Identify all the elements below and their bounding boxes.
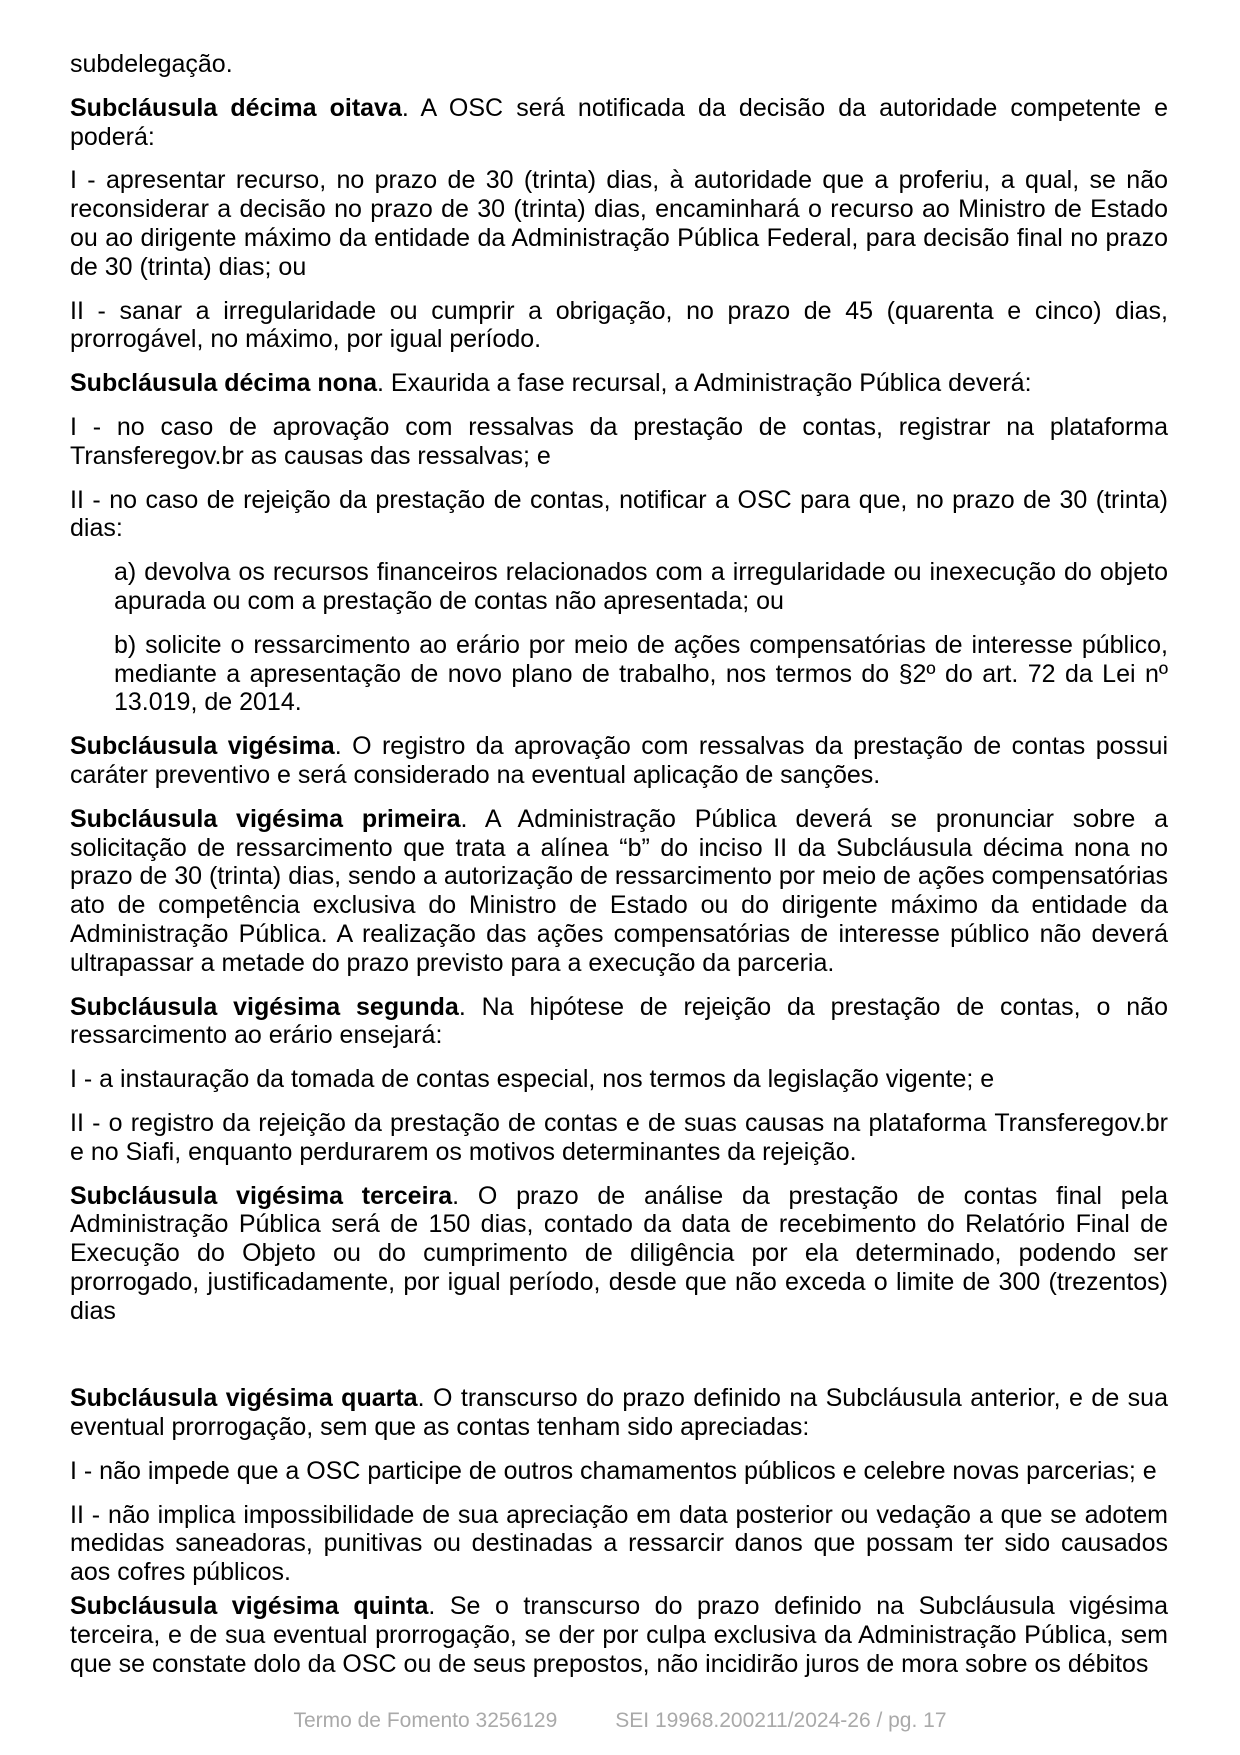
- page-footer: [0, 1708, 1240, 1734]
- clause-title: Subcláusula vigésima quarta: [70, 1384, 418, 1413]
- clause-paragraph: Subcláusula vigésima terceira. O prazo de análise da prestação de contas final pela Administração Pública será de 150 dias, contado da data de recebimento do Relatório Final de Execução do Objeto ou do cumprimento de diligência por ela determinado, podendo ser prorrogado, justificadamente, por igual período, desde que não exceda o limite de 300 (trezentos) dias: [70, 1181, 1168, 1325]
- clause-paragraph: Subcláusula vigésima. O registro da aprovação com ressalvas da prestação de contas possui caráter preventivo e será considerado na eventual aplicação de sanções.: [70, 732, 1168, 789]
- clause-title: Subcláusula vigésima quinta: [70, 1592, 429, 1621]
- clause-title: Subcláusula vigésima terceira: [70, 1181, 453, 1210]
- clause-title: Subcláusula vigésima segunda: [70, 992, 459, 1021]
- clause-title: Subcláusula vigésima primeira: [70, 804, 461, 833]
- paragraph: subdelegação.: [70, 50, 233, 78]
- clause-paragraph: Subcláusula vigésima quarta. O transcurso do prazo definido na Subcláusula anterior, e de sua eventual prorrogação, sem que as contas tenham sido apreciadas:: [70, 1384, 1168, 1442]
- clause-title: Subcláusula décima oitava: [70, 93, 402, 122]
- clause-paragraph: Subcláusula décima nona. Exaurida a fase recursal, a Administração Pública deverá:: [70, 369, 1032, 398]
- paragraph: I - não impede que a OSC participe de outros chamamentos públicos e celebre novas parcerias; e: [70, 1456, 1157, 1485]
- footer-sei-label: SEI 19968.200211/2024-26 / pg. 17: [615, 1709, 947, 1732]
- paragraph: II - o registro da rejeição da prestação de contas e de suas causas na plataforma Transferegov.br e no Siafi, enquanto perdurarem os motivos determinantes da rejeição.: [70, 1108, 1168, 1166]
- paragraph: II - não implica impossibilidade de sua apreciação em data posterior ou vedação a que se adotem medidas saneadoras, punitivas ou destinadas a ressarcir danos que possam ter sido causados aos cofres públicos.: [70, 1500, 1168, 1587]
- clause-paragraph: Subcláusula vigésima primeira. A Administração Pública deverá se pronunciar sobre a solicitação de ressarcimento que trata a alínea “b” do inciso II da Subcláusula décima nona no prazo de 30 (trinta) dias, sendo a autorização de ressarcimento por meio de ações compensatórias ato de competência exclusiva do Ministro de Estado ou do dirigente máximo da entidade da Administração Pública. A realização das ações compensatórias de interesse público não deverá ultrapassar a metade do prazo previsto para a execução da parceria.: [70, 804, 1168, 977]
- document-body: [70, 50, 1168, 1693]
- blank-line: [70, 1340, 1168, 1369]
- paragraph: a) devolva os recursos financeiros relacionados com a irregularidade ou inexecução do objeto apurada ou com a prestação de contas não apresentada; ou: [114, 558, 1168, 615]
- paragraph: II - sanar a irregularidade ou cumprir a obrigação, no prazo de 45 (quarenta e cinco) dias, prorrogável, no máximo, por igual período.: [70, 296, 1168, 354]
- paragraph: I - a instauração da tomada de contas especial, nos termos da legislação vigente; e: [70, 1065, 995, 1094]
- paragraph: I - no caso de aprovação com ressalvas da prestação de contas, registrar na plataforma Transferegov.br as causas das ressalvas; e: [70, 412, 1168, 470]
- clause-paragraph: Subcláusula vigésima segunda. Na hipótese de rejeição da prestação de contas, o não ressarcimento ao erário ensejará:: [70, 992, 1168, 1050]
- paragraph: b) solicite o ressarcimento ao erário por meio de ações compensatórias de interesse público, mediante a apresentação de novo plano de trabalho, nos termos do §2º do art. 72 da Lei nº 13.019, de 2014.: [114, 630, 1168, 717]
- clause-paragraph: Subcláusula vigésima quinta. Se o transcurso do prazo definido na Subcláusula vigésima terceira, e de sua eventual prorrogação, se der por culpa exclusiva da Administração Pública, sem que se constate dolo da OSC ou de seus prepostos, não incidirão juros de mora sobre os débitos: [70, 1592, 1168, 1678]
- paragraph: II - no caso de rejeição da prestação de contas, notificar a OSC para que, no prazo de 30 (trinta) dias:: [70, 485, 1168, 543]
- clause-paragraph: Subcláusula décima oitava. A OSC será notificada da decisão da autoridade competente e poderá:: [70, 93, 1168, 151]
- clause-title: Subcláusula décima nona: [70, 369, 378, 398]
- paragraph: I - apresentar recurso, no prazo de 30 (trinta) dias, à autoridade que a proferiu, a qual, se não reconsiderar a decisão no prazo de 30 (trinta) dias, encaminhará o recurso ao Ministro de Estado ou ao dirigente máximo da entidade da Administração Pública Federal, para decisão final no prazo de 30 (trinta) dias; ou: [70, 166, 1168, 281]
- clause-title: Subcláusula vigésima: [70, 732, 335, 761]
- footer-doc-label: Termo de Fomento 3256129: [293, 1709, 558, 1732]
